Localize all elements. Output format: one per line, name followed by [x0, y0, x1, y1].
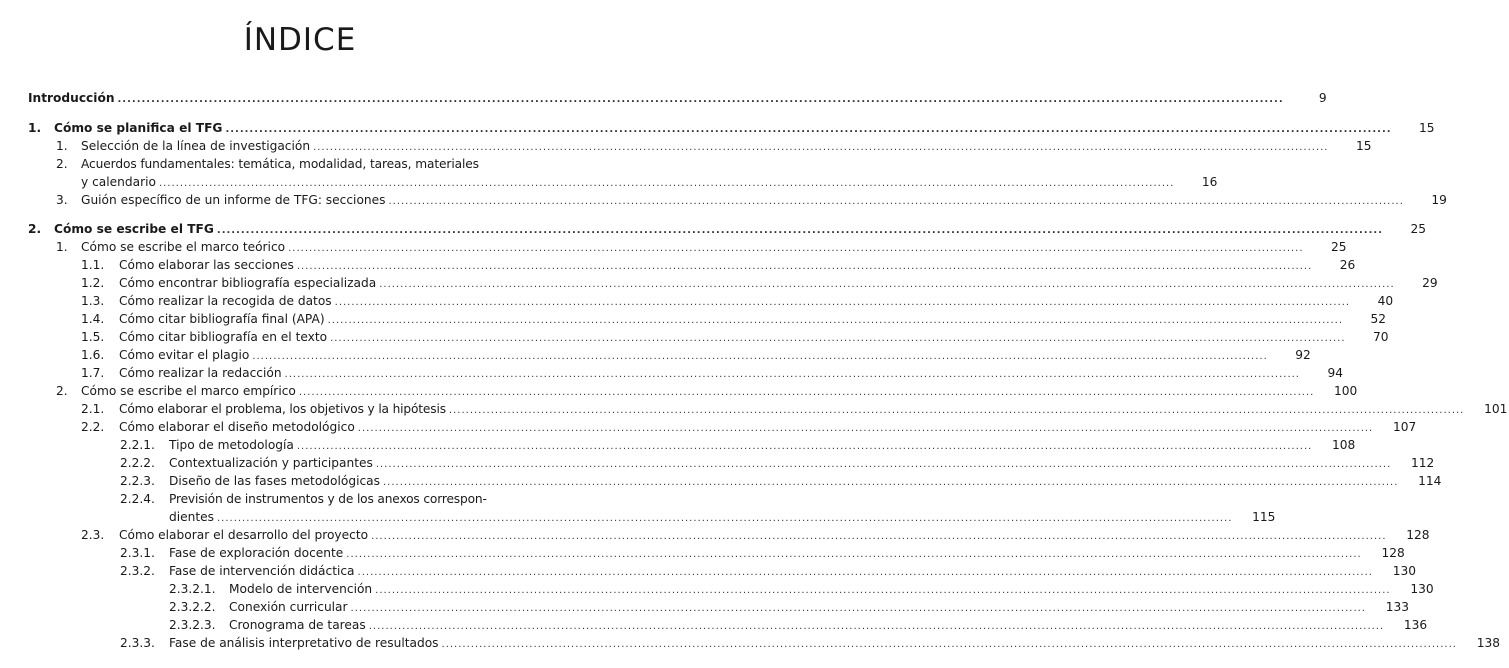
toc-entry-number: 2.3.1.	[120, 546, 155, 560]
toc-entry-number: 1.6.	[81, 348, 105, 362]
toc-entry-title: Cómo citar bibliografía en el texto	[119, 330, 328, 344]
toc-entry-number: 1.7.	[81, 366, 105, 380]
toc-entry-title-cont: dientes	[169, 510, 214, 524]
toc-entry-title: Cómo elaborar las secciones	[119, 258, 294, 272]
toc-entry-page: 130	[1410, 582, 1434, 596]
toc-entry-title: Modelo de intervención	[229, 582, 373, 596]
toc-entry-page: 130	[1392, 564, 1416, 578]
toc-entry[interactable]	[56, 382, 1358, 400]
toc-entry-number: 1.5.	[81, 330, 105, 344]
toc-entry-page: 94	[1327, 366, 1343, 380]
toc-entry-title: Introducción	[28, 91, 115, 105]
toc-entry-title-cont: y calendario	[81, 175, 156, 189]
toc-entry-title: Cómo elaborar el problema, los objetivos y la hipótesis	[119, 402, 446, 416]
toc-entry-title: Fase de exploración docente	[169, 546, 344, 560]
toc-entry[interactable]	[81, 526, 1430, 544]
toc-entry[interactable]	[81, 274, 1438, 292]
toc-entry-number: 2.3.2.3.	[169, 618, 216, 632]
toc-entry-title: Cómo elaborar el diseño metodológico	[119, 420, 355, 434]
toc-entry[interactable]	[81, 364, 1343, 382]
toc-entry-page: 114	[1418, 474, 1442, 488]
toc-entry-number: 1.4.	[81, 312, 105, 326]
page-title: ÍNDICE	[243, 22, 357, 58]
toc-entry-title: Fase de intervención didáctica	[169, 564, 355, 578]
toc-entry-title: Fase de análisis interpretativo de resultados	[169, 636, 439, 650]
toc-entry-title: Cómo realizar la redacción	[119, 366, 282, 380]
toc-entry-page: 16	[1201, 175, 1218, 189]
toc-entry-page: 138	[1476, 636, 1500, 650]
toc-entry[interactable]	[56, 191, 1447, 209]
toc-entry-number: 3.	[56, 193, 68, 207]
toc-entry-number: 2.3.	[81, 528, 105, 542]
toc-entry-title: Cómo se escribe el marco teórico	[81, 240, 286, 254]
toc-entry-page: 136	[1403, 618, 1428, 632]
toc-entry-page: 100	[1334, 384, 1358, 398]
toc-entry-title: Acuerdos fundamentales: temática, modalidad, tareas, materiales	[81, 157, 479, 171]
toc-entry-page: 25	[1410, 222, 1427, 236]
toc-entry-page: 92	[1295, 348, 1311, 362]
toc-entry-title: Cómo encontrar bibliografía especializada	[119, 276, 377, 290]
toc-entry-title: Cómo se escribe el TFG	[54, 222, 214, 236]
toc-entry-title: Cómo elaborar el desarrollo del proyecto	[119, 528, 369, 542]
toc-entry[interactable]	[81, 346, 1311, 364]
toc-entry-page: 115	[1252, 510, 1276, 524]
toc-entry-title: Guión específico de un informe de TFG: secciones	[81, 193, 386, 207]
toc-entry[interactable]	[169, 598, 1409, 616]
toc-entry-page: 40	[1377, 294, 1394, 308]
toc-entry-page: 25	[1331, 240, 1347, 254]
toc-entry-page: 128	[1381, 546, 1405, 560]
toc-entry[interactable]	[28, 220, 1427, 238]
toc-entry[interactable]	[56, 238, 1347, 256]
toc-entry-title: Cronograma de tareas	[229, 618, 366, 632]
toc-entry-number: 2.3.2.1.	[169, 582, 216, 596]
toc-entry[interactable]	[81, 400, 1508, 418]
toc-entry-page: 128	[1406, 528, 1430, 542]
toc-entry[interactable]	[120, 562, 1416, 580]
toc-entry-number: 1.1.	[81, 258, 105, 272]
toc-entry-continuation[interactable]	[169, 508, 1276, 526]
toc-entry[interactable]	[81, 292, 1394, 310]
toc-entry[interactable]	[81, 418, 1417, 436]
toc-entry-title: Cómo evitar el plagio	[119, 348, 250, 362]
toc-entry-page: 70	[1373, 330, 1389, 344]
toc-entry-page: 19	[1431, 193, 1447, 207]
toc-entry-title: Selección de la línea de investigación	[81, 139, 311, 153]
toc-entry-title: Cómo citar bibliografía final (APA)	[119, 312, 325, 326]
toc-entry-number: 2.2.	[81, 420, 105, 434]
toc-entry-number: 2.	[28, 222, 42, 236]
toc-entry-number: 2.3.2.	[120, 564, 155, 578]
toc-entry-page: 15	[1419, 121, 1435, 135]
toc-entry-page: 52	[1370, 312, 1387, 326]
toc-entry[interactable]	[120, 490, 550, 508]
toc-entry-number: 2.3.3.	[120, 636, 155, 650]
toc-entry-number: 1.3.	[81, 294, 105, 308]
toc-entry[interactable]	[120, 436, 1356, 454]
toc-entry-page: 101	[1484, 402, 1508, 416]
toc-entry[interactable]	[81, 328, 1389, 346]
toc-entry-page: 9	[1318, 91, 1327, 105]
toc-entry-number: 1.2.	[81, 276, 105, 290]
toc-entry[interactable]	[120, 634, 1500, 652]
toc-entry[interactable]	[28, 119, 1435, 137]
toc-entry-title: Conexión curricular	[229, 600, 348, 614]
toc-entry-number: 1.	[56, 240, 68, 254]
toc-entry-title: Tipo de metodología	[169, 438, 294, 452]
toc-entry-title: Cómo realizar la recogida de datos	[119, 294, 332, 308]
toc-entry[interactable]	[81, 256, 1356, 274]
toc-entry[interactable]	[120, 472, 1442, 490]
toc-entry-title: Cómo se escribe el marco empírico	[81, 384, 296, 398]
toc-entry-number: 2.1.	[81, 402, 105, 416]
toc-entry-number: 2.	[56, 384, 68, 398]
toc-entry-page: 108	[1332, 438, 1356, 452]
toc-entry-number: 1.	[28, 121, 42, 135]
toc-entry[interactable]	[81, 310, 1387, 328]
toc-entry-title: Diseño de las fases metodológicas	[169, 474, 380, 488]
toc-entry-page: 26	[1339, 258, 1356, 272]
toc-entry-number: 2.2.3.	[120, 474, 155, 488]
toc-entry[interactable]	[169, 616, 1428, 634]
toc-entry-number: 2.3.2.2.	[169, 600, 216, 614]
toc-entry-page: 15	[1355, 139, 1372, 153]
toc-entry-continuation[interactable]	[81, 173, 1218, 191]
toc-entry[interactable]	[169, 580, 1434, 598]
toc-entry-title: Previsión de instrumentos y de los anexos correspon-	[169, 492, 487, 506]
toc-entry[interactable]	[28, 89, 1327, 107]
toc-entry-title: Cómo se planifica el TFG	[54, 121, 223, 135]
toc-entry[interactable]	[56, 155, 526, 173]
toc-entry-page: 112	[1411, 456, 1435, 470]
toc-entry-number: 2.2.1.	[120, 438, 155, 452]
toc-entry-page: 107	[1392, 420, 1417, 434]
toc-entry[interactable]	[120, 544, 1405, 562]
toc-entry-number: 2.2.4.	[120, 492, 155, 506]
toc-entry-number: 2.	[56, 157, 68, 171]
toc-entry-page: 29	[1422, 276, 1438, 290]
toc-entry-title: Contextualización y participantes	[169, 456, 373, 470]
toc-entry-number: 2.2.2.	[120, 456, 155, 470]
toc-entry[interactable]	[120, 454, 1435, 472]
toc-entry-number: 1.	[56, 139, 68, 153]
toc-entry[interactable]	[56, 137, 1372, 155]
toc-entry-page: 133	[1385, 600, 1409, 614]
